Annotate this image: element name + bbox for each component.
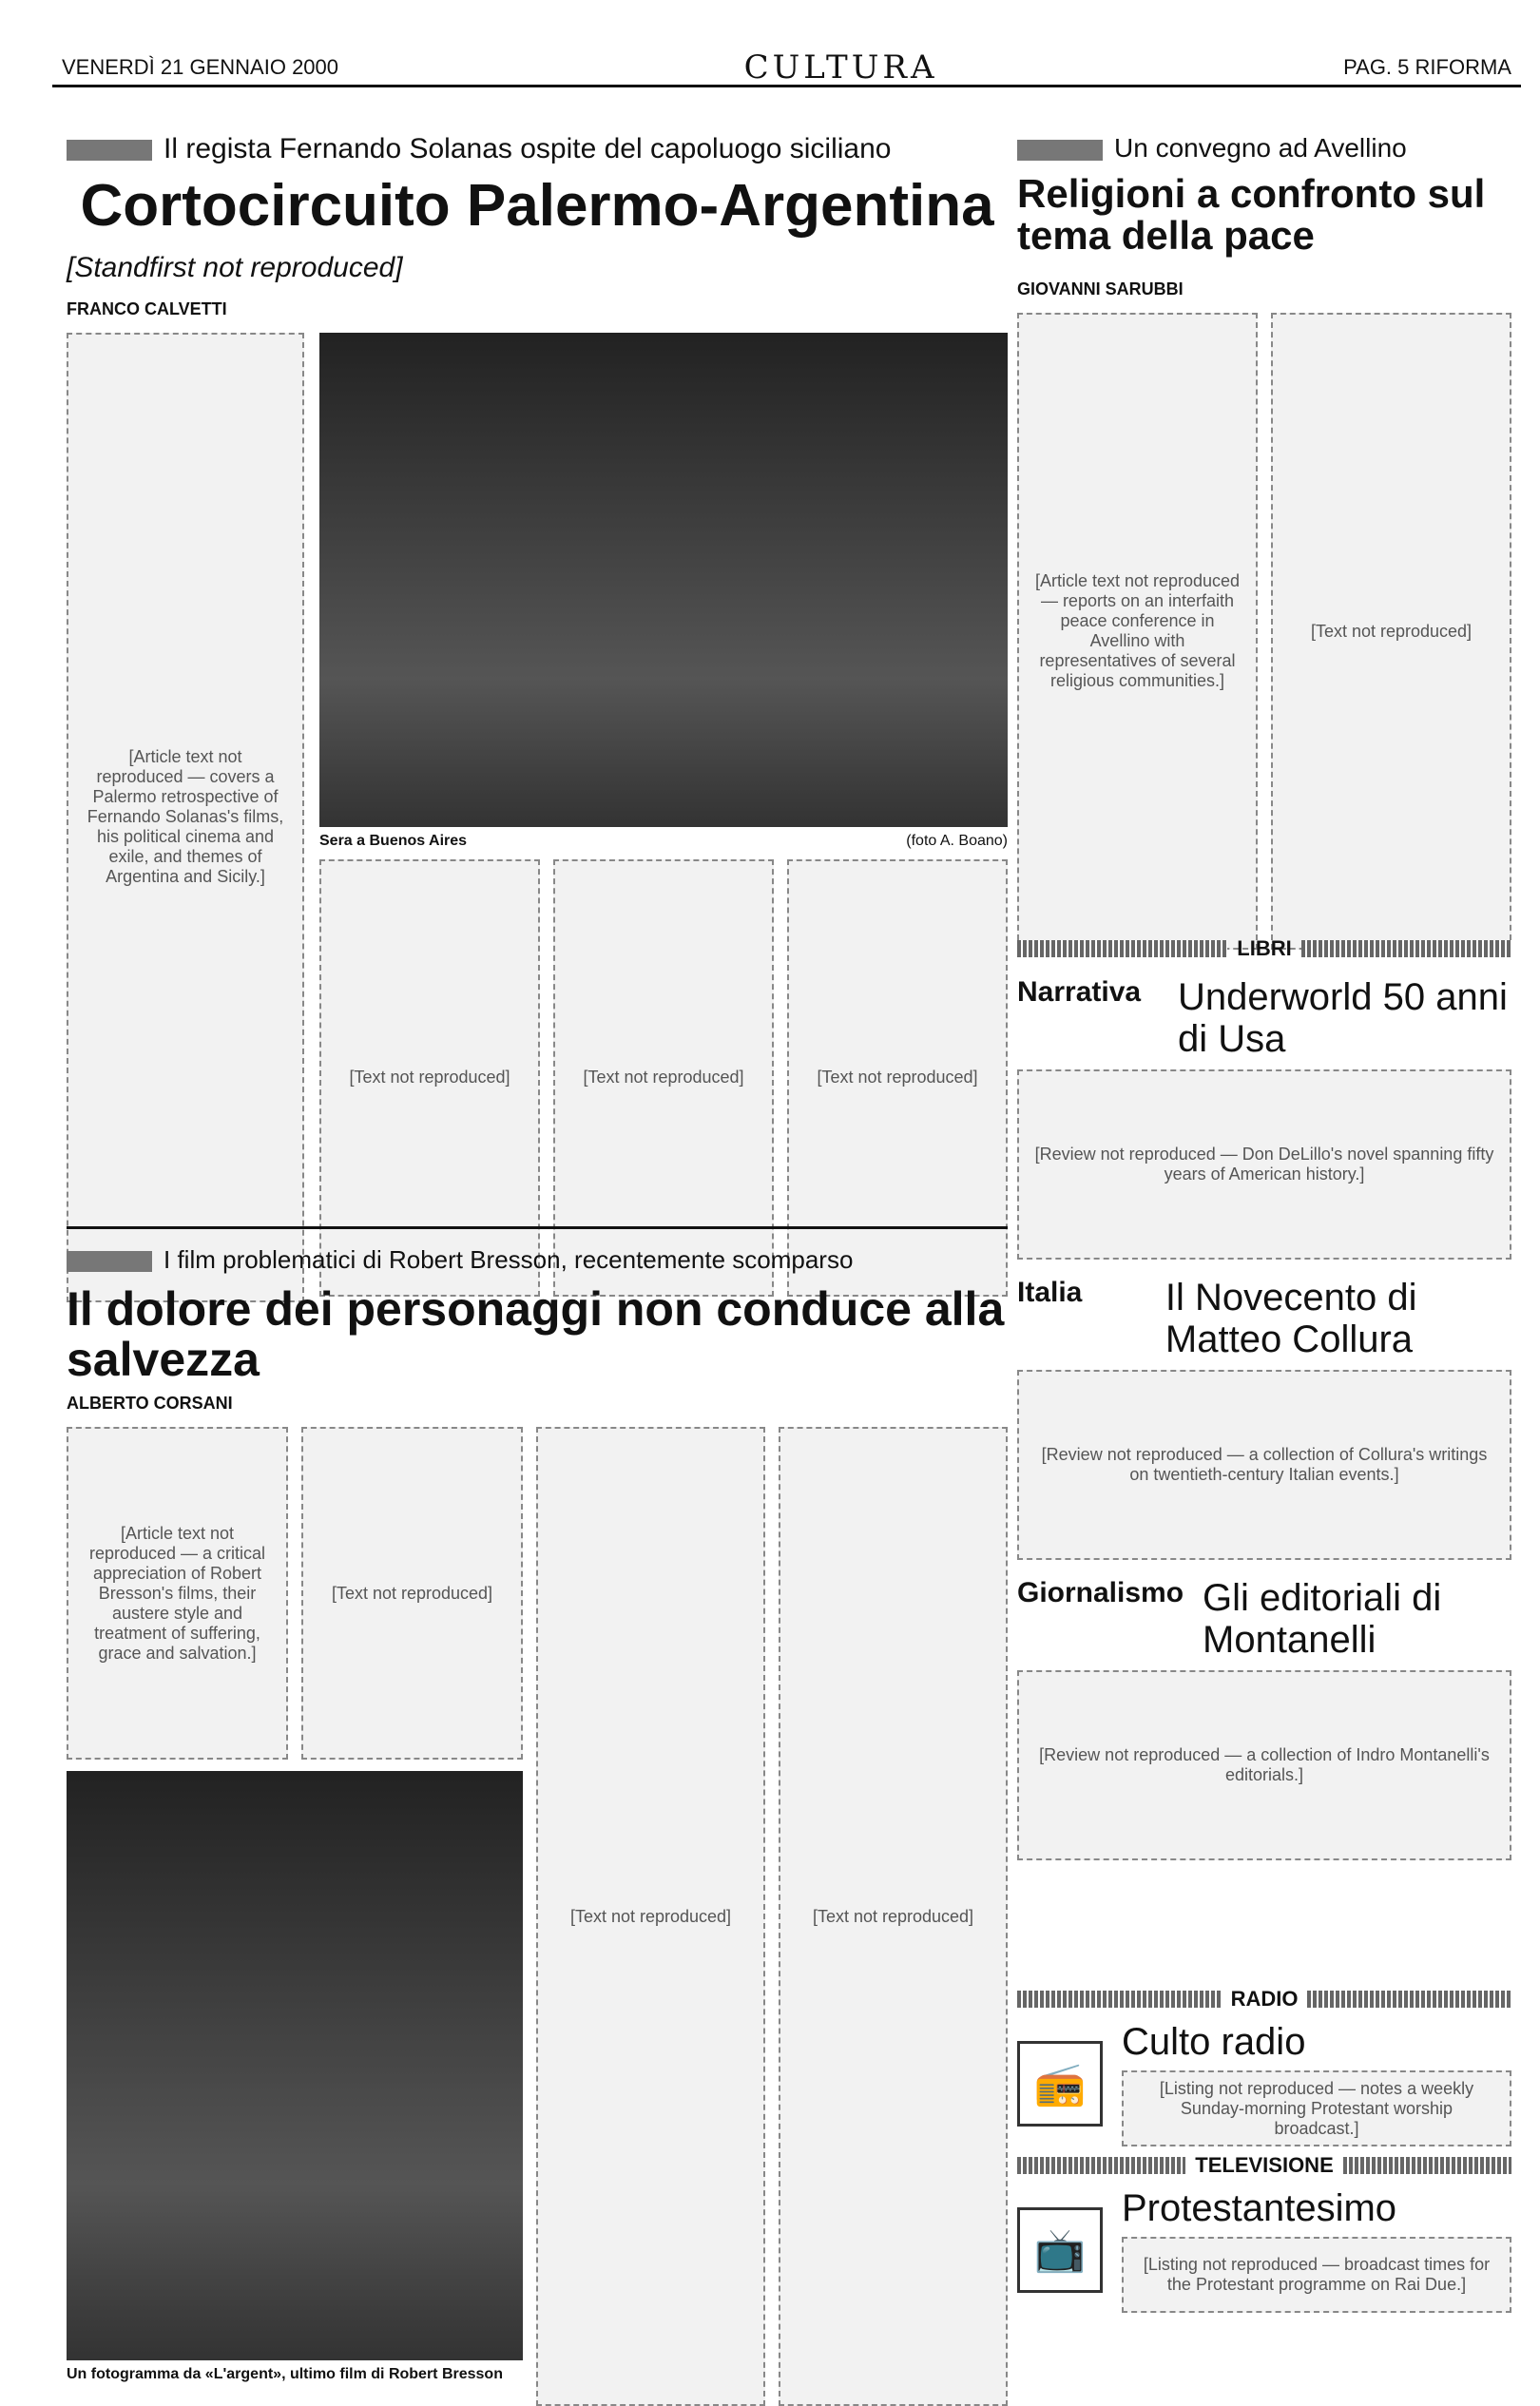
television-icon: 📺 — [1017, 2207, 1103, 2293]
book-title: Underworld 50 anni di Usa — [1177, 976, 1508, 1060]
book-category: Narrativa — [1017, 976, 1142, 1008]
side-headline: Religioni a confronto sul tema della pace — [1017, 171, 1486, 259]
radio-summary: [Listing not reproduced — notes a weekly Sunday-morning Protestant worship broadcast.] — [1122, 2070, 1511, 2146]
lead-photo — [319, 333, 1008, 827]
bresson-photo — [67, 1771, 523, 2360]
divider — [67, 1226, 1008, 1229]
bresson-body-col-3: [Text not reproduced] — [536, 1427, 765, 2406]
side-kicker: Un convegno ad Avellino — [1017, 133, 1511, 164]
issue-date: VENERDÌ 21 GENNAIO 2000 — [62, 54, 339, 79]
page-number: PAG. 5 — [1343, 54, 1410, 79]
tv-section — [1017, 2153, 1511, 2313]
side-article — [1017, 133, 1511, 950]
bresson-body-col-2: [Text not reproduced] — [301, 1427, 523, 1760]
lead-body-col-3: [Text not reproduced] — [553, 859, 774, 1297]
book-category: Giornalismo — [1017, 1577, 1184, 1608]
book-summary: [Review not reproduced — a collection of Collura's writings on twentieth-century Italian events.] — [1017, 1370, 1511, 1560]
bresson-byline: ALBERTO CORSANI — [67, 1394, 233, 1413]
lead-standfirst: [Standfirst not reproduced] — [67, 252, 403, 284]
bresson-body-col-4: [Text not reproduced] — [779, 1427, 1008, 2406]
masthead-bar — [52, 49, 1521, 87]
bresson-headline: Il dolore dei personaggi non conduce alla salvezza — [67, 1282, 1005, 1386]
lead-kicker: Il regista Fernando Solanas ospite del capoluogo siciliano — [67, 133, 1008, 165]
tv-summary: [Listing not reproduced — broadcast times for the Protestant programme on Rai Due.] — [1122, 2237, 1511, 2313]
tv-title: Protestantesimo — [1122, 2187, 1397, 2229]
radio-icon: 📻 — [1017, 2041, 1103, 2127]
books-section — [1017, 936, 1511, 1860]
radio-section — [1017, 1987, 1511, 2146]
books-label: LIBRI — [1017, 936, 1511, 961]
lead-photo-credit: (foto A. Boano) — [906, 832, 1008, 849]
book-summary: [Review not reproduced — Don DeLillo's novel spanning fifty years of American history.] — [1017, 1069, 1511, 1260]
lead-body-col-1: [Article text not reproduced — covers a Palermo retrospective of Fernando Solanas's films, his political cinema and exile, and themes of Argentina and Sicily.] — [67, 333, 304, 1302]
bresson-article — [67, 1245, 1008, 2406]
paper-name: RIFORMA — [1415, 54, 1511, 79]
bresson-photo-caption: Un fotogramma da «L'argent», ultimo film di Robert Bresson — [67, 2366, 503, 2382]
side-body-col-2: [Text not reproduced] — [1271, 313, 1511, 950]
book-item — [1017, 976, 1511, 1260]
lead-photo-caption: Sera a Buenos Aires — [319, 832, 468, 849]
radio-title: Culto radio — [1122, 2021, 1306, 2063]
book-item — [1017, 1277, 1511, 1560]
lead-article — [67, 133, 1008, 1302]
lead-byline: FRANCO CALVETTI — [67, 298, 227, 318]
book-summary: [Review not reproduced — a collection of Indro Montanelli's editorials.] — [1017, 1670, 1511, 1860]
side-body-col-1: [Article text not reproduced — reports on an interfaith peace conference in Avellino with representatives of several religious communities.] — [1017, 313, 1258, 950]
book-item — [1017, 1577, 1511, 1860]
side-byline: GIOVANNI SARUBBI — [1017, 279, 1184, 299]
radio-label: RADIO — [1017, 1987, 1511, 2011]
tv-label: TELEVISIONE — [1017, 2153, 1511, 2178]
book-category: Italia — [1017, 1277, 1083, 1308]
section-title: CULTURA — [743, 48, 938, 87]
lead-body-col-4: [Text not reproduced] — [787, 859, 1008, 1297]
bresson-kicker: I film problematici di Robert Bresson, recentemente scomparso — [67, 1245, 1008, 1275]
lead-headline: Cortocircuito Palermo-Argentina — [80, 173, 994, 239]
book-title: Gli editoriali di Montanelli — [1203, 1577, 1442, 1661]
book-title: Il Novecento di Matteo Collura — [1165, 1277, 1417, 1360]
bresson-body-col-1: [Article text not reproduced — a critical appreciation of Robert Bresson's films, their austere style and treatment of suffering, grace and salvation.] — [67, 1427, 288, 1760]
lead-body-col-2: [Text not reproduced] — [319, 859, 540, 1297]
